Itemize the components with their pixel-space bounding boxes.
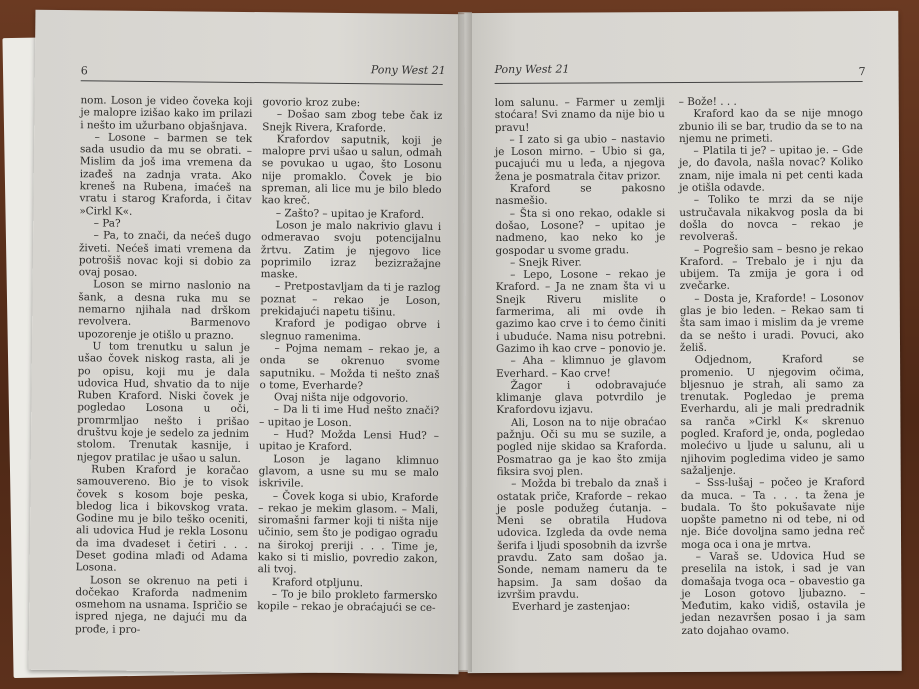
paragraph: – I zato si ga ubio – nastavio je Loson mirno. – Ubio si ga, pucajući mu u leđa, a njegova žena je posmatrala čitav prizor. bbox=[494, 132, 666, 183]
paragraph: – Pojma nemam – rekao je, a onda se okrenuo svome saputniku. – Možda ti nešto znaš o tome, Everharde? bbox=[259, 342, 440, 393]
paragraph: – Da li ti ime Hud nešto znači? – upitao je Loson. bbox=[259, 403, 440, 429]
paragraph: – To je bilo prokleto farmersko kopile – rekao je obraćajući se ce- bbox=[257, 588, 438, 615]
paragraph: – Lepo, Losone – rekao je Kraford. – Ja ne znam šta vi u Snejk Riveru mislite o farmerima, ali mi ovde ih gazimo kao crve i to ćemo činiti i ubuduće. Nama nisu potrebni. Gazimo ih kao crve – ponovio je. bbox=[495, 268, 667, 355]
paragraph: Everhard je zastenjao: bbox=[511, 600, 631, 614]
open-book bbox=[20, 12, 900, 672]
paragraph: Ruben Kraford je koračao samouvereno. Bio je to visok čovek s kosom boje peska, bledog lica i bikovskog vrata. Godine mu je bilo teško oceniti, ali udovica Hud je rekla Losonu da ima dvadeset i četiri . . . Deset godina mlađi od Adama Losona. bbox=[75, 463, 249, 574]
paragraph: – Platila ti je? – upitao je. – Gde je, do đavola, našla novac? Koliko znam, nije imala ni pet centi kada je otišla odavde. bbox=[679, 144, 864, 195]
paragraph: – Pretpostavljam da ti je razlog poznat – rekao je Loson, prekidajući napetu tišinu. bbox=[260, 280, 441, 319]
running-head: Pony West 21 bbox=[494, 62, 570, 76]
paragraph: – Sss-lušaj – počeo je Kraford da muca. – Ta . . . ta žena je budala. To što pokušavate nije uopšte pametno ni od tebe, ni od nje. Biće dovoljna samo jedna reč moga oca i ona je mrtva. bbox=[680, 476, 866, 551]
paragraph: Loson je lagano klimnuo glavom, a usne su mu se malo iskrivile. bbox=[258, 452, 439, 490]
paragraph: – Bože! . . . bbox=[678, 95, 737, 109]
paragraph: Kraford je podigao obrve i slegnuo ramenima. bbox=[260, 317, 441, 343]
paragraph: – Čovek koga si ubio, Kraforde – rekao je mekim glasom. – Mali, siromašni farmer koji ti ništa nije učinio, sem što je podigao ogradu na širokoj preriji . . . Time je, kako si ti mislio, povredio zakon, ali tvoj. bbox=[257, 489, 439, 576]
running-head: Pony West 21 bbox=[370, 63, 446, 78]
paragraph: Loson se okrenuo na peti i dočekao Kraforda nadmenim osmehom na usnama. Ispričio se ispred njega, ne dajući mu da prođe, i pro- bbox=[74, 573, 248, 636]
paragraph: Ovaj ništa nije odgovorio. bbox=[273, 391, 409, 405]
paragraph: Krafordov saputnik, koji je malopre prvi ušao u salun, odmah se povukao u ugao, što Losonu nije promaklo. Čovek je bio spreman, ali lice mu je bilo bledo kao kreč. bbox=[261, 133, 443, 208]
left-page bbox=[29, 10, 466, 674]
paragraph: Loson je malo nakrivio glavu i odmeravao svoju potencijalnu žrtvu. Zatim je njegovo lice poprimilo izraz bezizražajne maske. bbox=[260, 219, 442, 281]
page-number: 6 bbox=[80, 64, 88, 78]
paragraph: – Dosta je, Kraforde! – Losonov glas je bio leden. – Rekao sam ti šta sam imao i mislim da je vreme da se nešto i uradi. Povuci, ako želiš. bbox=[679, 291, 864, 354]
paragraph: Ali, Loson na to nije obraćao pažnju. Oči su mu se suzile, a pogled nije skidao sa Kraforda. Posmatrao ga je kao što zmija fiksira svoj plen. bbox=[496, 415, 667, 478]
paragraph: – Toliko te mrzi da se nije ustručavala nikakvog posla da bi došla do novca – rekao je revolveraš. bbox=[679, 193, 864, 244]
paragraph: Kraford se pakosno nasmešio. bbox=[495, 182, 666, 208]
paragraph: Loson se mirno naslonio na šank, a desna ruka mu se nemarno njihala nad drškom revolvera. Barmenovo upozorenje je otišlo u prazno. bbox=[78, 278, 251, 342]
right-column-1 bbox=[495, 96, 668, 613]
book-gutter bbox=[458, 12, 472, 672]
paragraph: govorio kroz zube: bbox=[262, 96, 361, 110]
header-rule bbox=[81, 80, 443, 85]
header-rule bbox=[495, 81, 863, 84]
paragraph: – Možda bi trebalo da znaš i ostatak priče, Kraforde – rekao je posle podužeg ćutanja. – Meni se obratila Hudova udovica. Izgleda da ovde nema šerifa i ljudi sposobnih da izvrše pravdu. Zato sam došao ja. Sonde, nemam nameru da te hapsim. Ja sam došao da izvršim pravdu. bbox=[496, 477, 668, 601]
paragraph: – Pa, to znači, da nećeš dugo živeti. Nećeš imati vremena da potrošiš novac koji si dobio za ovaj posao. bbox=[78, 229, 252, 280]
paragraph: Žagor i odobravajuće klimanje glava potvrdilo je Krafordovu izjavu. bbox=[496, 378, 667, 417]
paragraph: – Snejk River. bbox=[510, 256, 582, 269]
paragraph: – Pogrešio sam – besno je rekao Kraford. – Trebalo je i nju da ubijem. Ta zmija je gora i od zvečarke. bbox=[679, 242, 864, 293]
paragraph: – Hud? Možda Lensi Hud? – upitao je Kraford. bbox=[258, 428, 440, 454]
paragraph: nom. Loson je video čoveka koji je malopre izišao kako im prilazi i nešto im užurbano objašnjava. bbox=[80, 94, 253, 133]
paragraph: – Zašto? – upitao je Kraford. bbox=[275, 206, 425, 221]
left-column-1 bbox=[75, 94, 253, 637]
paragraph: U tom trenutku u salun je ušao čovek niskog rasta, ali je po opisu, koji mu je dala udovica Hud, shvatio da to nije Ruben Kraford. Niski čovek je pogledao Losona u oči, promrmljao nešto i prišao društvu koje je sedelo za jednim stolom. Trenutak kasnije, i njegov pratilac je ušao u salun. bbox=[76, 340, 251, 465]
paragraph: – Došao sam zbog tebe čak iz Snejk Rivera, Kraforde. bbox=[262, 108, 443, 135]
paragraph: – Šta si ono rekao, odakle si došao, Losone? – upitao je nadmeno, kao neko ko je gospodar u svome gradu. bbox=[495, 206, 666, 257]
paragraph: – Varaš se. Udovica Hud se preselila na istok, i sad je van domašaja tvoga oca – obavestio ga je Loson gotovo ljubazno. – Međutim, kako vidiš, ostavila je jedan nezavršen posao i ja sam zato dojahao ovamo. bbox=[681, 550, 866, 637]
right-page bbox=[464, 11, 901, 673]
left-column-2 bbox=[257, 96, 442, 614]
paragraph: Kraford otpljunu. bbox=[271, 575, 364, 589]
right-column-2 bbox=[679, 95, 866, 637]
paragraph: Kraford kao da se nije mnogo zbunio ili se bar, trudio da se to na njemu ne primeti. bbox=[678, 107, 863, 145]
paragraph: – Aha – klimnuo je glavom Everhard. – Kao crve! bbox=[496, 354, 667, 380]
page-number: 7 bbox=[858, 65, 866, 79]
paragraph: – Losone – barmen se tek sada usudio da mu se obrati. – Mislim da još ima vremena da izađeš na zadnja vrata. Ako kreneš na Rubena, imaćeš na vratu i starog Kraforda, i čitav »Cirkl K«. bbox=[79, 131, 253, 218]
paragraph: – Pa? bbox=[93, 217, 121, 230]
paragraph: lom salunu. – Farmer u zemlji stoćara! Svi znamo da nije bio u pravu! bbox=[494, 96, 665, 134]
paragraph: Odjednom, Kraford se promenio. U njegovim očima, bljesnuo je strah, ali samo za trenutak. Pogledao je prema Everhardu, ali je mali predradnik sa ranča »Cirkl K« skrenuo pogled. Kraford je, onda, pogledao molećivo u ljude u salunu, ali u njihovim pogledima video je samo sažaljenje. bbox=[680, 353, 865, 477]
